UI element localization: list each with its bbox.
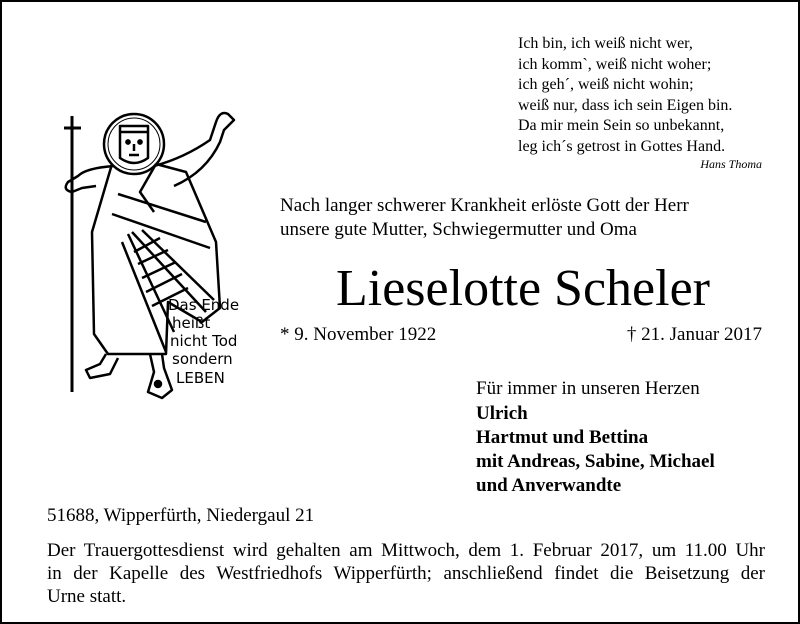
- family-member: Ulrich: [476, 403, 528, 424]
- illustration-caption: LEBEN: [176, 369, 225, 387]
- service-line: in der Kapelle des Westfriedhofs Wipperfürth; anschließend findet die Beisetzung der: [47, 563, 765, 584]
- poem-author: Hans Thoma: [700, 157, 762, 171]
- funeral-service-notice: [47, 539, 765, 608]
- poem: [518, 34, 766, 171]
- poem-line: ich komm`, weiß nicht woher;: [518, 55, 712, 73]
- poem-line: Da mir mein Sein so unbekannt,: [518, 117, 725, 134]
- service-line: Der Trauergottesdienst wird gehalten am Mittwoch, dem 1. Februar 2017, um 11.00 Uhr: [47, 540, 765, 561]
- family-member: mit Andreas, Sabine, Michael: [476, 451, 715, 472]
- risen-christ-icon: [56, 102, 246, 402]
- cross-staff-icon: [64, 116, 81, 392]
- deceased-name: Lieselotte Scheler: [336, 260, 710, 317]
- birth-date: * 9. November 1922: [280, 324, 437, 345]
- family-member: und Anverwandte: [476, 475, 622, 496]
- intro-line: unsere gute Mutter, Schwiegermutter und Oma: [280, 219, 637, 240]
- illustration-caption: heißt: [172, 314, 211, 332]
- family-member: Hartmut und Bettina: [476, 427, 649, 448]
- poem-line: weiß nur, dass ich sein Eigen bin.: [518, 96, 733, 114]
- address: 51688, Wipperfürth, Niedergaul 21: [47, 505, 315, 526]
- poem-line: Ich bin, ich weiß nicht wer,: [518, 35, 693, 52]
- illustration-caption: sondern: [172, 350, 233, 368]
- intro-line: Nach langer schwerer Krankheit erlöste Gott der Herr: [280, 195, 689, 216]
- intro-text: [280, 194, 770, 242]
- illustration-caption: nicht Tod: [170, 332, 238, 350]
- family-motto: Für immer in unseren Herzen: [476, 378, 700, 399]
- death-date: † 21. Januar 2017: [626, 324, 762, 345]
- poem-line: leg ich´s getrost in Gottes Hand.: [518, 137, 726, 155]
- poem-line: ich geh´, weiß nicht wohin;: [518, 76, 694, 93]
- illustration-caption: Das Ende: [168, 296, 240, 314]
- family-block: [476, 376, 776, 498]
- service-line: Urne statt.: [47, 586, 127, 607]
